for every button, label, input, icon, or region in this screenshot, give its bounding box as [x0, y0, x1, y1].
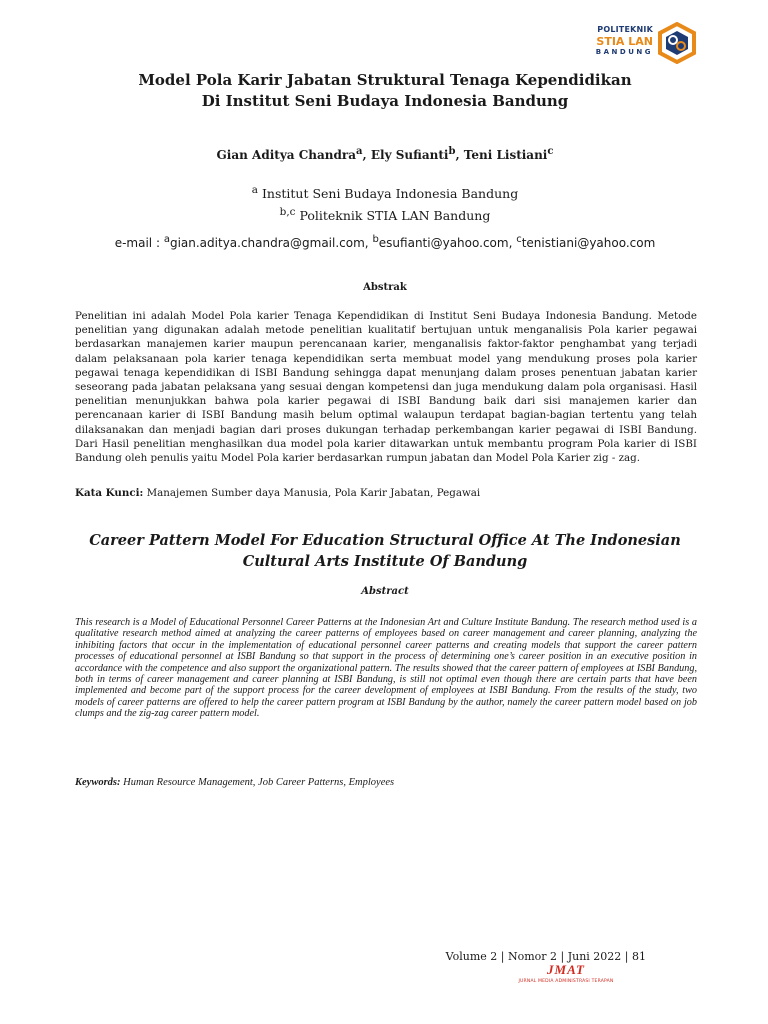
email-1[interactable]: gian.aditya.chandra@gmail.com,	[169, 236, 373, 250]
abstract-body: This research is a Model of Educational Personnel Career Patterns at the Indonesian Art and Culture Institute Bandung. The research method used is a qualitative research method aimed at analyzing the career patterns of employees based on career management and career planning, analyzing the inhibiting factors that occur in the implementation of educational personnel career patterns and creating models that support the career pattern processes of educational personnel at ISBI Bandung so that support in the process of determining one’s career position in an executive position in accordance with the competence and also support the organizational pattern. The results showed that the career pattern of employees at ISBI Bandung, both in terms of career management and career planning at ISBI Bandung, is still not optimal even though there are certain parts that have been implemented and become part of the support process for the career development of employees at ISBI Bandung. From the results of the study, two models of career patterns are offered to help the career pattern program at ISBI Bandung by the author, namely the career pattern model based on job clumps and the zig-zag career pattern model.	[75, 617, 697, 720]
affiliation-2	[80, 203, 690, 225]
author-3-sup: c	[547, 146, 554, 157]
email-3[interactable]: tenistiani@yahoo.com	[521, 236, 656, 250]
keywords	[75, 777, 697, 788]
affiliation-1	[80, 181, 690, 203]
email-2-sup: b	[372, 234, 379, 245]
english-title	[70, 530, 700, 572]
title-line1: Model Pola Karir Jabatan Struktural Tenaga Kependidikan	[138, 71, 632, 89]
title-line2: Di Institut Seni Budaya Indonesia Bandung	[201, 92, 569, 110]
keywords-text: Human Resource Management, Job Career Patterns, Employees	[120, 777, 395, 788]
email-line	[60, 234, 710, 250]
abstrak-heading: Abstrak	[363, 282, 407, 293]
author-1-sup: a	[356, 146, 363, 157]
english-title-line1: Career Pattern Model For Education Structural Office At The Indonesian	[89, 532, 681, 549]
issue-info: Volume 2 | Nomor 2 | Juni 2022 | 81	[445, 950, 646, 963]
institution-logo	[591, 22, 701, 64]
email-2[interactable]: esufianti@yahoo.com,	[378, 236, 517, 250]
kata-kunci	[75, 486, 697, 500]
affiliation-1-sup: a	[251, 184, 258, 196]
abstract-heading: Abstract	[361, 586, 409, 597]
paper-title	[80, 70, 690, 112]
english-title-line2: Cultural Arts Institute Of Bandung	[242, 553, 528, 570]
abstrak-body: Penelitian ini adalah Model Pola karier Tenaga Kependidikan di Institut Seni Budaya Indonesia Bandung. Metode penelitian yang digunakan adalah metode penelitian kualitatif bertujuan untuk menganalisis Pola karier pegawai berdasarkan manajemen karier maupun perencanaan karier, menganalisis faktor-faktor penghambat yang terjadi dalam pelaksanaan pola karier tenaga kependidikan serta membuat model yang mendukung proses pola karier pegawai tenaga kependidikan di ISBI Bandung sehingga dapat menunjang dalam proses penentuan jabatan karier seseorang pada jabatan pelaksana yang sesuai dengan kompetensi dan juga mendukung dalam pola organisasi. Hasil penelitian menunjukkan bahwa pola karier pegawai di ISBI Bandung baik dari sisi manajemen karier dan perencanaan karier di ISBI Bandung masih belum optimal walaupun terdapat bagian-bagian tertentu yang telah dilaksanakan dan menjadi bagian dari proses dukungan terhadap perkembangan karier pegawai di ISBI Bandung. Dari Hasil penelitian menghasilkan dua model pola karier ditawarkan untuk membantu program Pola karier di ISBI Bandung oleh penulis yaitu Model Pola karier berdasarkan rumpun jabatan dan Model Pola Karier zig - zag.	[75, 310, 697, 465]
author-2-sup: b	[448, 146, 456, 157]
kata-kunci-text: Manajemen Sumber daya Manusia, Pola Karir Jabatan, Pegawai	[143, 487, 481, 499]
logo-text	[591, 26, 653, 56]
author-1: Gian Aditya Chandra	[216, 148, 357, 162]
jmat-logo-subtitle: JURNAL MEDIA ADMINISTRASI TERAPAN	[518, 979, 614, 984]
keywords-label: Keywords:	[75, 777, 121, 788]
logo-line1: POLITEKNIK	[597, 25, 653, 34]
email-label: e-mail :	[114, 236, 164, 250]
jmat-logo: JMAT	[547, 962, 585, 977]
author-list: Gian Aditya Chandra$^a$, Ely Sufianti$^b$, Teni Listiani$^c$	[216, 146, 554, 162]
email-3-sup: c	[516, 234, 522, 245]
logo-line3: BANDUNG	[595, 48, 653, 56]
author-3: Teni Listiani	[463, 148, 548, 162]
hexagon-emblem-icon	[657, 22, 697, 64]
affiliation-2-text: Politeknik STIA LAN Bandung	[295, 208, 491, 224]
affiliations	[80, 181, 690, 225]
email-1-sup: a	[163, 234, 170, 245]
kata-kunci-label: Kata Kunci:	[75, 487, 144, 499]
logo-line2: STIA LAN	[596, 35, 653, 48]
author-2: Ely Sufianti	[370, 148, 449, 162]
affiliation-2-sup: b,c	[279, 206, 296, 219]
affiliation-1-text: Institut Seni Budaya Indonesia Bandung	[257, 186, 519, 202]
